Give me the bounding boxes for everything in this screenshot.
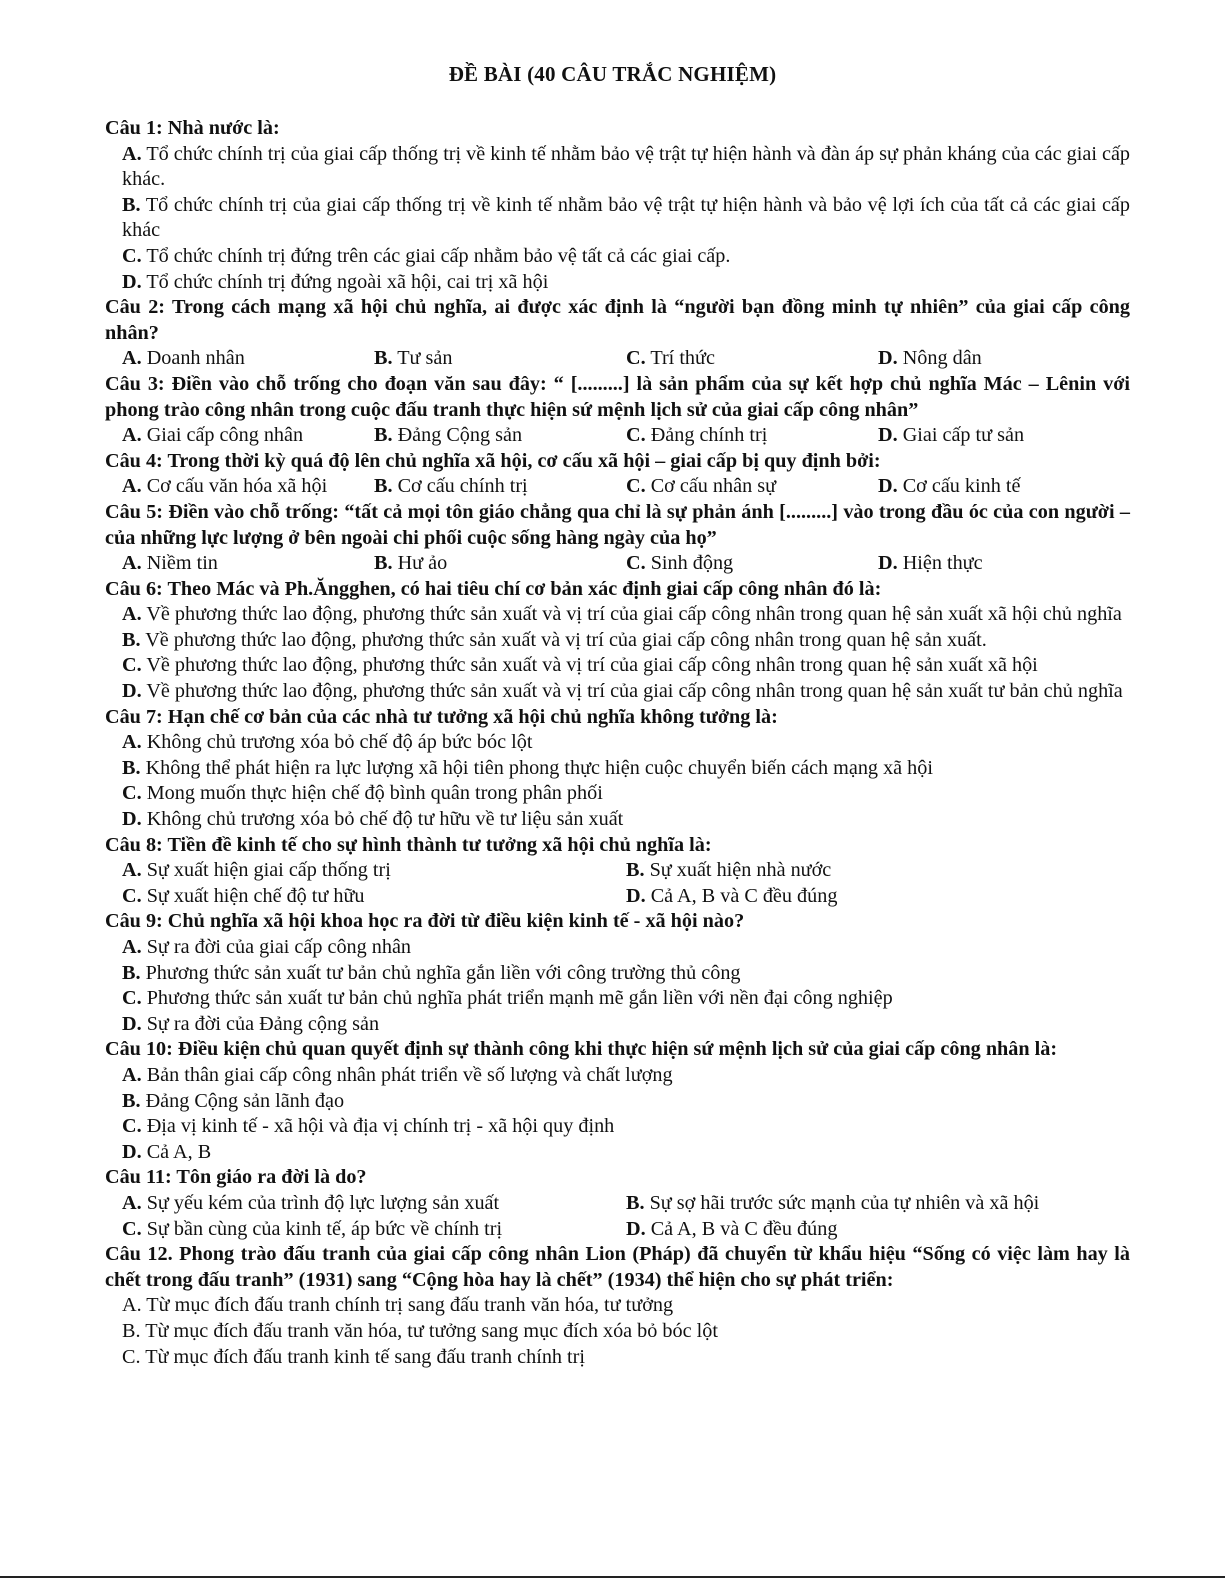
option-12b: B. Từ mục đích đấu tranh văn hóa, tư tưởng sang mục đích xóa bỏ bóc lột — [122, 1319, 718, 1342]
option-4a — [122, 474, 374, 500]
option-3d — [878, 423, 1130, 449]
question-1: Câu 1: Nhà nước là: — [105, 117, 280, 139]
option-7b — [105, 756, 1130, 782]
option-text: Địa vị kinh tế - xã hội và địa vị chính trị - xã hội quy định — [141, 1115, 615, 1138]
option-text: Sự xuất hiện giai cấp thống trị — [141, 859, 391, 882]
questions-list — [105, 116, 1130, 1370]
option-text: Sự xuất hiện nhà nước — [644, 859, 832, 882]
option-letter: A. — [122, 1063, 142, 1086]
option-letter: A. — [122, 142, 142, 165]
option-text: Cơ cấu chính trị — [392, 475, 528, 498]
option-text: Cơ cấu văn hóa xã hội — [141, 475, 328, 498]
option-text: Giai cấp tư sản — [897, 424, 1025, 447]
option-letter: C. — [122, 987, 142, 1010]
option-1c — [105, 244, 1130, 270]
option-text: Không thể phát hiện ra lực lượng xã hội tiên phong thực hiện cuộc chuyển biến cách mạng xã hội — [140, 756, 933, 779]
option-text: Cả A, B và C đều đúng — [645, 884, 838, 907]
option-letter: A. — [122, 475, 142, 498]
options-row-11a — [105, 1191, 1130, 1217]
option-letter: D. — [878, 424, 898, 447]
option-letter: A. — [122, 347, 142, 370]
option-11a — [122, 1191, 626, 1217]
question-11: Câu 11: Tôn giáo ra đời là do? — [105, 1166, 367, 1189]
option-9a — [105, 935, 1130, 961]
question-10: Câu 10: Điều kiện chủ quan quyết định sự thành công khi thực hiện sứ mệnh lịch sử của giai cấp công nhân là: — [105, 1038, 1058, 1061]
option-9c — [105, 986, 1130, 1012]
option-letter: B. — [374, 475, 393, 498]
option-text: Sự xuất hiện chế độ tư hữu — [141, 884, 365, 907]
option-10c — [105, 1114, 1130, 1140]
option-text: Tổ chức chính trị của giai cấp thống trị về kinh tế nhằm bảo vệ trật tự hiện hành và bảo vệ lợi ích của tất cả các giai cấp khác — [122, 193, 1130, 242]
option-letter: C. — [122, 654, 142, 677]
option-text: Đảng Cộng sản — [392, 424, 523, 447]
option-letter: A. — [122, 603, 142, 626]
option-letter: B. — [122, 1089, 141, 1112]
option-text: Về phương thức lao động, phương thức sản xuất và vị trí của giai cấp công nhân trong quan hệ sản xuất. — [140, 628, 987, 651]
option-9d — [105, 1012, 1130, 1038]
option-text: Cơ cấu nhân sự — [645, 475, 777, 498]
option-text: Cả A, B — [141, 1140, 212, 1163]
option-letter: D. — [626, 884, 646, 907]
option-2d — [878, 346, 1130, 372]
option-10d — [105, 1140, 1130, 1166]
question-7: Câu 7: Hạn chế cơ bản của các nhà tư tưởng xã hội chủ nghĩa không tưởng là: — [105, 705, 778, 728]
option-letter: D. — [122, 1012, 142, 1035]
option-text: Mong muốn thực hiện chế độ bình quân trong phân phối — [141, 782, 603, 805]
options-row-5 — [105, 551, 1130, 577]
option-text: Không chủ trương xóa bỏ chế độ tư hữu về tư liệu sản xuất — [141, 808, 624, 831]
page-title: ĐỀ BÀI (40 CÂU TRẮC NGHIỆM) — [448, 62, 777, 86]
option-4d — [878, 474, 1130, 500]
option-3c — [626, 423, 878, 449]
option-letter: A. — [122, 552, 142, 575]
option-letter: B. — [626, 1191, 645, 1214]
option-letter: B. — [122, 628, 141, 651]
option-2b — [374, 346, 626, 372]
option-text: Không chủ trương xóa bỏ chế độ áp bức bóc lột — [141, 731, 533, 754]
option-letter: B. — [374, 424, 393, 447]
option-text: Tư sản — [392, 347, 453, 370]
option-letter: C. — [122, 1217, 142, 1240]
question-6: Câu 6: Theo Mác và Ph.Ăngghen, có hai tiêu chí cơ bản xác định giai cấp công nhân đó là: — [105, 577, 882, 600]
option-7a — [105, 730, 1130, 756]
option-letter: C. — [122, 782, 142, 805]
option-letter: C. — [626, 424, 646, 447]
option-text: Cơ cấu kinh tế — [897, 475, 1021, 498]
option-text: Về phương thức lao động, phương thức sản xuất và vị trí của giai cấp công nhân trong quan hệ sản xuất tư bản chủ nghĩa — [141, 680, 1123, 703]
option-letter: B. — [122, 961, 141, 984]
option-letter: C. — [122, 1115, 142, 1138]
option-12c: C. Từ mục đích đấu tranh kinh tế sang đấu tranh chính trị — [122, 1345, 586, 1368]
option-letter: C. — [626, 475, 646, 498]
option-6d — [105, 679, 1130, 705]
question-9: Câu 9: Chủ nghĩa xã hội khoa học ra đời từ điều kiện kinh tế - xã hội nào? — [105, 910, 745, 933]
option-letter: B. — [626, 859, 645, 882]
option-text: Phương thức sản xuất tư bản chủ nghĩa gắn liền với công trường thủ công — [140, 961, 741, 984]
option-text: Sự yếu kém của trình độ lực lượng sản xuất — [141, 1191, 500, 1214]
option-letter: D. — [878, 347, 898, 370]
option-letter: A. — [122, 424, 142, 447]
option-text: Nông dân — [897, 347, 982, 370]
option-text: Sinh động — [645, 552, 734, 575]
option-letter: D. — [626, 1217, 646, 1240]
option-letter: A. — [122, 859, 142, 882]
options-row-4 — [105, 474, 1130, 500]
option-text: Đảng chính trị — [645, 424, 768, 447]
option-11c — [122, 1217, 626, 1243]
option-10b — [105, 1089, 1130, 1115]
option-text: Về phương thức lao động, phương thức sản xuất và vị trí của giai cấp công nhân trong quan hệ sản xuất xã hội chủ nghĩa — [141, 603, 1122, 626]
option-text: Bản thân giai cấp công nhân phát triển về số lượng và chất lượng — [141, 1063, 673, 1086]
question-8: Câu 8: Tiền đề kinh tế cho sự hình thành tư tưởng xã hội chủ nghĩa là: — [105, 833, 712, 856]
option-text: Tổ chức chính trị đứng ngoài xã hội, cai trị xã hội — [141, 270, 549, 293]
option-letter: A. — [122, 936, 142, 958]
option-7c — [105, 781, 1130, 807]
option-2a — [122, 346, 374, 372]
question-12: Câu 12. Phong trào đấu tranh của giai cấp công nhân Lion (Pháp) đã chuyển từ khẩu hiệu “Sống có việc làm hay là chết trong đấu tranh” (1931) sang “Cộng hòa hay là chết” (1934) thể hiện cho sự phát triển: — [105, 1243, 1130, 1291]
option-text: Về phương thức lao động, phương thức sản xuất và vị trí của giai cấp công nhân trong quan hệ sản xuất xã hội — [141, 654, 1038, 677]
option-letter: D. — [122, 270, 142, 293]
option-text: Tổ chức chính trị đứng trên các giai cấp nhằm bảo vệ tất cả các giai cấp. — [141, 244, 731, 267]
option-text: Sự ra đời của giai cấp công nhân — [141, 936, 412, 958]
option-2c — [626, 346, 878, 372]
option-5a — [122, 551, 374, 577]
option-11d — [626, 1217, 1130, 1243]
option-1a — [105, 142, 1130, 193]
option-text: Sự bần cùng của kinh tế, áp bức về chính trị — [141, 1217, 503, 1240]
option-8a — [122, 858, 626, 884]
option-letter: C. — [626, 552, 646, 575]
option-4c — [626, 474, 878, 500]
option-letter: B. — [122, 756, 141, 779]
question-5: Câu 5: Điền vào chỗ trống: “tất cả mọi tôn giáo chẳng qua chỉ là sự phản ánh [.........] vào trong đầu óc của con người – của những lực lượng ở bên ngoài chi phối cuộc sống hàng ngày của họ” — [105, 500, 1130, 549]
option-text: Doanh nhân — [141, 347, 245, 370]
option-letter: D. — [122, 680, 142, 703]
question-3: Câu 3: Điền vào chỗ trống cho đoạn văn sau đây: “ [.........] là sản phẩm của sự kết hợp chủ nghĩa Mác – Lênin với phong trào công nhân trong cuộc đấu tranh thực hiện sứ mệnh lịch sử của giai cấp công nhân” — [105, 372, 1130, 421]
option-8d — [626, 884, 1130, 910]
option-5b — [374, 551, 626, 577]
option-text: Trí thức — [645, 347, 715, 370]
option-6c — [105, 653, 1130, 679]
option-10a — [105, 1063, 1130, 1089]
option-5d — [878, 551, 1130, 577]
option-5c — [626, 551, 878, 577]
option-letter: D. — [122, 808, 142, 831]
option-letter: A. — [122, 731, 142, 754]
option-letter: C. — [122, 244, 142, 267]
option-text: Tổ chức chính trị của giai cấp thống trị về kinh tế nhằm bảo vệ trật tự hiện hành và đàn áp sự phản kháng của các giai cấp khác. — [122, 142, 1130, 191]
option-1d — [105, 270, 1130, 296]
options-row-8b — [105, 884, 1130, 910]
option-letter: D. — [878, 552, 898, 575]
option-letter: B. — [374, 552, 393, 575]
option-letter: D. — [878, 475, 898, 498]
option-text: Hư ảo — [392, 552, 448, 575]
options-row-11b — [105, 1217, 1130, 1243]
question-4: Câu 4: Trong thời kỳ quá độ lên chủ nghĩa xã hội, cơ cấu xã hội – giai cấp bị quy định bởi: — [105, 449, 881, 472]
option-text: Phương thức sản xuất tư bản chủ nghĩa phát triển mạnh mẽ gắn liền với nền đại công nghiệp — [141, 987, 893, 1010]
option-4b — [374, 474, 626, 500]
option-6b — [105, 628, 1130, 654]
option-letter: A. — [122, 1191, 142, 1214]
option-letter: C. — [626, 347, 646, 370]
question-2: Câu 2: Trong cách mạng xã hội chủ nghĩa, ai được xác định là “người bạn đồng minh tự nhiên” của giai cấp công nhân? — [105, 296, 1130, 344]
option-text: Sự ra đời của Đảng cộng sản — [141, 1012, 380, 1035]
option-text: Niềm tin — [141, 552, 218, 575]
option-text: Sự sợ hãi trước sức mạnh của tự nhiên và xã hội — [644, 1191, 1040, 1214]
options-row-2 — [105, 346, 1130, 372]
option-text: Giai cấp công nhân — [141, 424, 304, 447]
option-letter: D. — [122, 1140, 142, 1163]
option-3a — [122, 423, 374, 449]
page-bottom-rule — [0, 1576, 1225, 1578]
option-text: Hiện thực — [897, 552, 983, 575]
option-11b — [626, 1191, 1130, 1217]
option-letter: B. — [122, 193, 141, 216]
option-8b — [626, 858, 1130, 884]
option-12a: A. Từ mục đích đấu tranh chính trị sang đấu tranh văn hóa, tư tưởng — [122, 1294, 674, 1317]
option-text: Đảng Cộng sản lãnh đạo — [140, 1089, 345, 1112]
option-6a — [105, 602, 1130, 628]
option-1b — [105, 193, 1130, 244]
option-letter: B. — [374, 347, 393, 370]
option-9b — [105, 961, 1130, 987]
option-3b — [374, 423, 626, 449]
option-8c — [122, 884, 626, 910]
option-letter: C. — [122, 884, 142, 907]
options-row-8a — [105, 858, 1130, 884]
option-text: Cả A, B và C đều đúng — [645, 1217, 838, 1240]
options-row-3 — [105, 423, 1130, 449]
option-7d — [105, 807, 1130, 833]
